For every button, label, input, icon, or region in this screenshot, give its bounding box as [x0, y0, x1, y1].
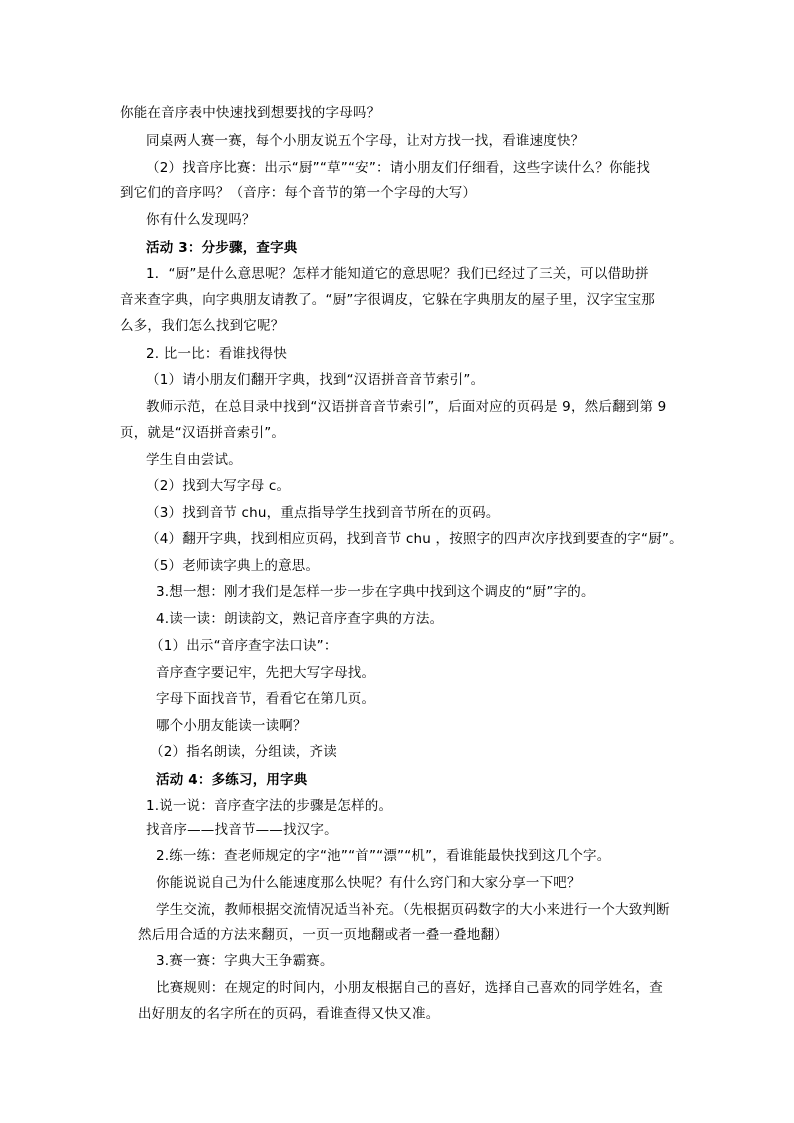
rhyme-line: 音序查字要记牢，先把大写字母找。 [156, 665, 376, 681]
paragraph-line: 2.练一练：查老师规定的字“池”“首”“漂”“机”，看谁能最快找到这几个字。 [156, 848, 611, 864]
paragraph-line: 2. 比一比：看谁找得快 [146, 346, 288, 362]
paragraph-line: 学生交流，教师根据交流情况适当补充。（先根据页码数字的大小来进行一个大致判断 [156, 902, 670, 918]
paragraph-line: 到它们的音序吗？（音序：每个音节的第一个字母的大写） [120, 185, 477, 201]
paragraph-line: 哪个小朋友能读一读啊？ [156, 718, 307, 734]
paragraph-line: （2）指名朗读，分组读，齐读 [150, 744, 337, 760]
paragraph-line: 你能说说自己为什么能速度那么快呢？有什么窍门和大家分享一下吧？ [156, 875, 581, 891]
paragraph-line: 你能在音序表中快速找到想要找的字母吗？ [120, 105, 381, 121]
paragraph-line: 同桌两人赛一赛，每个小朋友说五个字母，让对方找一找，看谁速度快？ [146, 133, 585, 149]
section-heading: 活动 3：分步骤，查字典 [146, 240, 298, 256]
paragraph-line: 出好朋友的名字所在的页码，看谁查得又快又准。 [138, 1006, 440, 1022]
paragraph-line: 1．“厨”是什么意思呢？怎样才能知道它的意思呢？我们已经过了三关，可以借助拼 [146, 266, 649, 282]
paragraph-line: 1.说一说：音序查字法的步骤是怎样的。 [146, 798, 393, 814]
paragraph-line: 你有什么发现吗？ [146, 212, 256, 228]
paragraph-line: 页，就是“汉语拼音索引”。 [120, 425, 286, 441]
paragraph-line: 比赛规则：在规定的时间内，小朋友根据自己的喜好，选择自己喜欢的同学姓名，查 [156, 980, 663, 996]
paragraph-line: 然后用合适的方法来翻页，一页一页地翻或者一叠一叠地翻） [138, 927, 508, 943]
paragraph-line: 音来查字典，向字典朋友请教了。“厨”字很调皮，它躲在字典朋友的屋子里，汉字宝宝那 [120, 292, 655, 308]
paragraph-line: 学生自由尝试。 [146, 452, 242, 468]
paragraph-line: 3.想一想：刚才我们是怎样一步一步在字典中找到这个调皮的“厨”字的。 [156, 584, 595, 600]
paragraph-line: 4.读一读：朗读韵文，熟记音序查字典的方法。 [156, 611, 444, 627]
paragraph-line: （1）请小朋友们翻开字典，找到“汉语拼音音节索引”。 [146, 372, 485, 388]
paragraph-line: （2）找到大写字母 c。 [146, 478, 291, 494]
section-heading: 活动 4：多练习，用字典 [156, 772, 308, 788]
paragraph-line: 么多，我们怎么找到它呢？ [120, 318, 285, 334]
paragraph-line: （3）找到音节 chu，重点指导学生找到音节所在的页码。 [146, 505, 500, 521]
paragraph-line: （2）找音序比赛：出示“厨”“草”“安”：请小朋友们仔细看，这些字读什么？你能找 [146, 160, 651, 176]
paragraph-line: 教师示范，在总目录中找到“汉语拼音音节索引”，后面对应的页码是 9，然后翻到第 9 [146, 399, 667, 415]
paragraph-line: （4）翻开字典，找到相应页码，找到音节 chu ，按照字的四声次序找到要查的字“厨”。 [146, 531, 683, 547]
paragraph-line: （5）老师读字典上的意思。 [146, 558, 320, 574]
paragraph-line: （1）出示“音序查字法口诀”： [150, 638, 338, 654]
paragraph-line: 找音序——找音节——找汉字。 [146, 822, 338, 838]
rhyme-line: 字母下面找音节，看看它在第几页。 [156, 691, 376, 707]
paragraph-line: 3.赛一赛：字典大王争霸赛。 [156, 953, 334, 969]
